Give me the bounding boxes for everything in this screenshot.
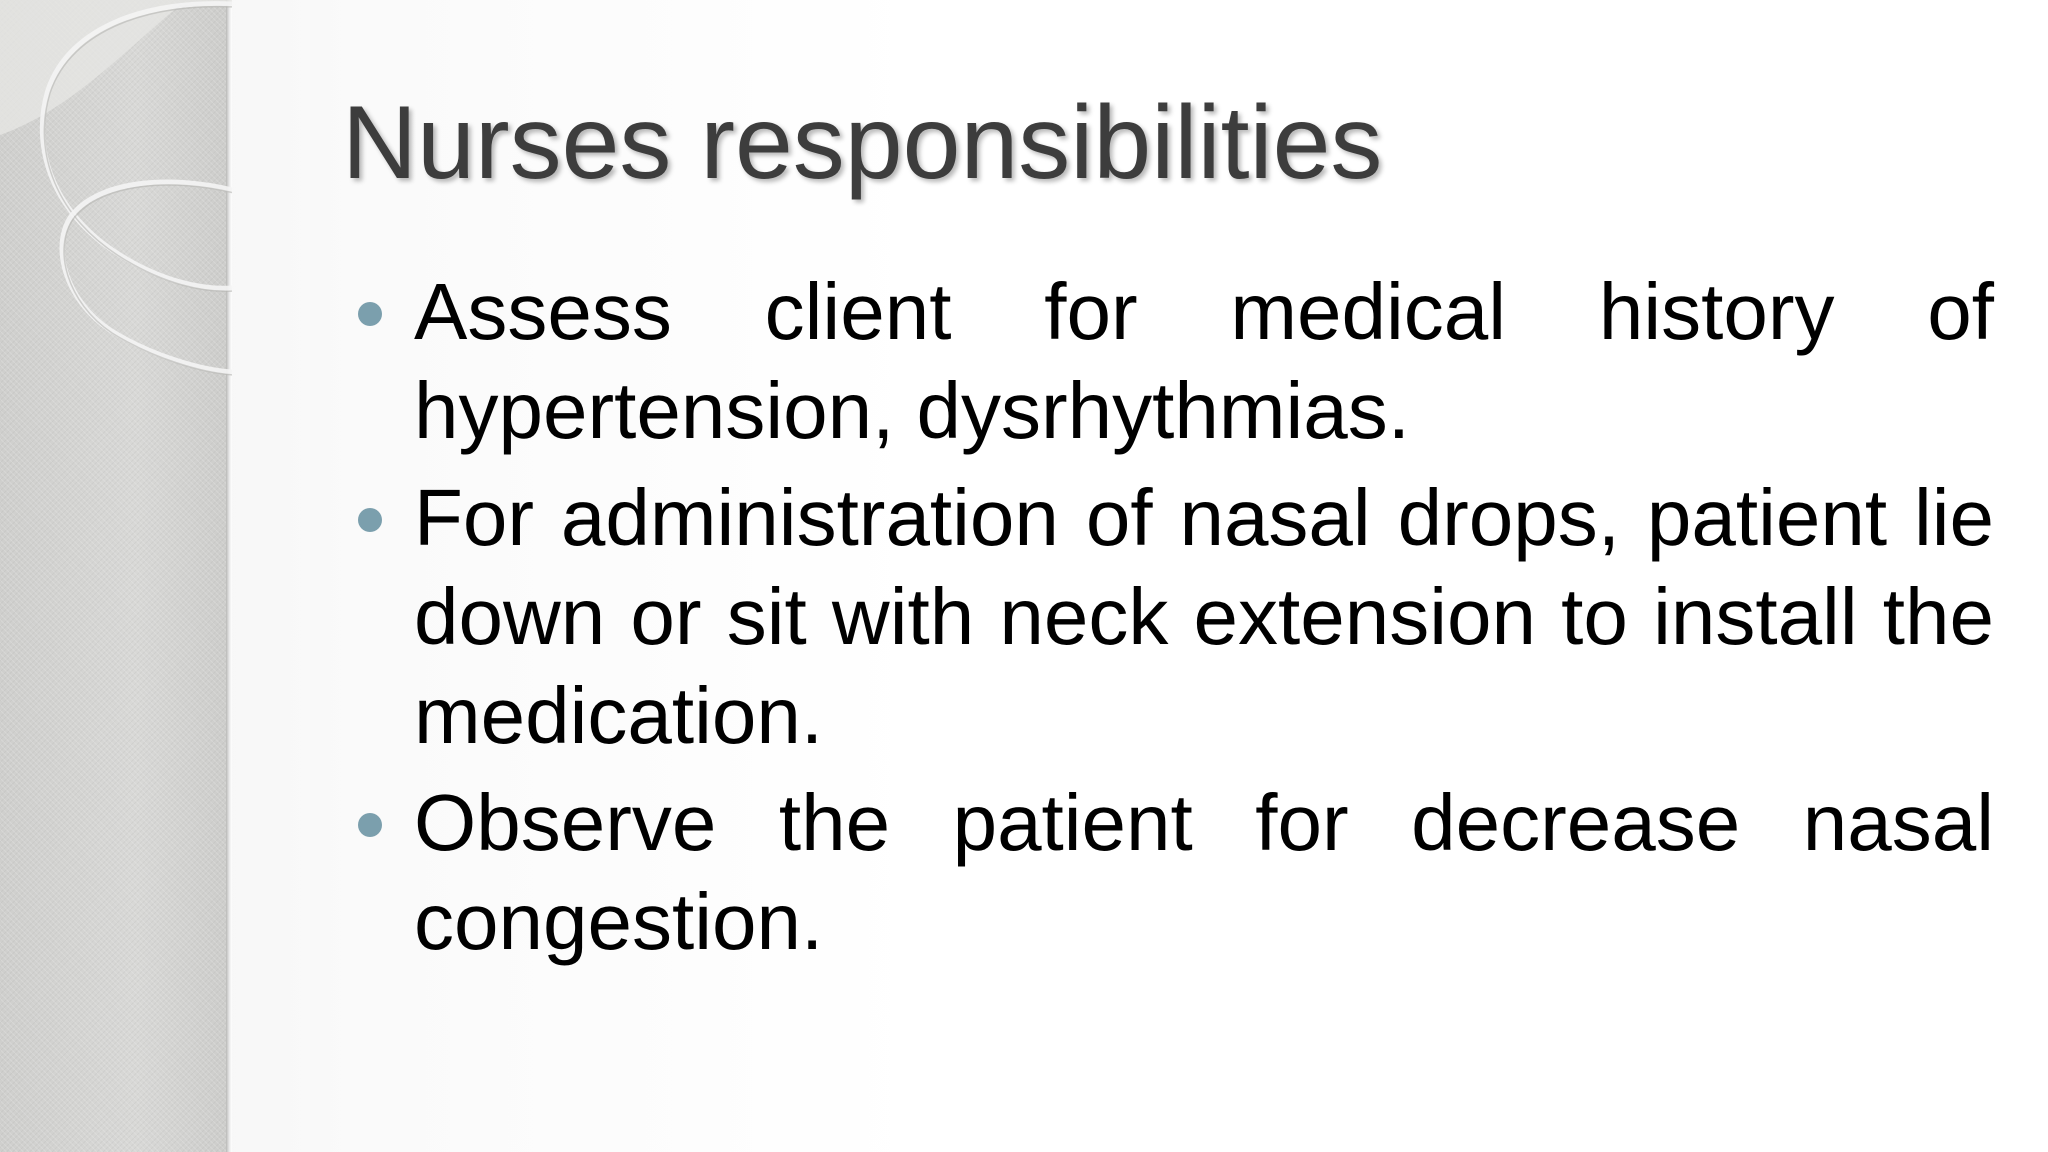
- bullet-item: [354, 773, 1994, 971]
- swirl-ornament-icon: [0, 0, 232, 400]
- circle-bullet-icon: [358, 813, 382, 837]
- bullet-list: [354, 262, 1994, 979]
- circle-bullet-icon: [358, 302, 382, 326]
- circle-bullet-icon: [358, 508, 382, 532]
- slide-title: Nurses responsibilities: [342, 85, 1383, 201]
- bullet-item: [354, 262, 1994, 460]
- bullet-text: Assess client for medical history of hypertension, dysrhythmias.: [414, 267, 1994, 455]
- bullet-item: [354, 468, 1994, 765]
- bullet-text: Observe the patient for decrease nasal congestion.: [414, 778, 1994, 966]
- bullet-text: For administration of nasal drops, patient lie down or sit with neck extension to install the medication.: [414, 473, 1994, 760]
